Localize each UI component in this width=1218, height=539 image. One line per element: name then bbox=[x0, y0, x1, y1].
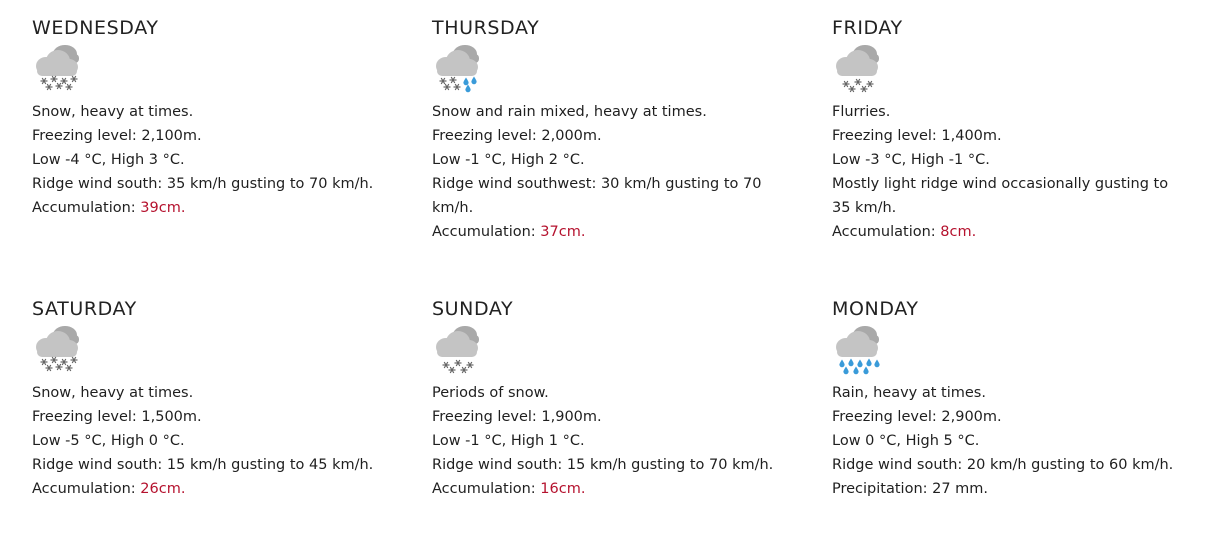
accumulation-value: 26cm. bbox=[140, 481, 186, 497]
day-card-thursday bbox=[432, 16, 792, 244]
ridge-wind: Ridge wind south: 15 km/h gusting to 70 km/h. bbox=[432, 457, 774, 473]
rain-icon bbox=[832, 325, 886, 375]
forecast-summary: Flurries. bbox=[832, 104, 891, 120]
snow-icon bbox=[32, 44, 86, 94]
freezing-level: Freezing level: 2,900m. bbox=[832, 409, 1002, 425]
accumulation-label: Accumulation: bbox=[832, 224, 941, 240]
freezing-level: Freezing level: 1,500m. bbox=[32, 409, 202, 425]
temperature-range: Low -5 °C, High 0 °C. bbox=[32, 433, 185, 449]
accumulation-label: Accumulation: bbox=[32, 481, 141, 497]
day-title: MONDAY bbox=[832, 298, 919, 320]
snow-icon bbox=[32, 325, 86, 375]
forecast-summary: Periods of snow. bbox=[432, 385, 549, 401]
forecast-summary: Snow and rain mixed, heavy at times. bbox=[432, 104, 707, 120]
freezing-level: Freezing level: 2,000m. bbox=[432, 128, 602, 144]
day-title: SUNDAY bbox=[432, 298, 514, 320]
day-card-friday bbox=[832, 16, 1184, 244]
flurries-icon bbox=[832, 44, 886, 94]
day-card-sunday bbox=[432, 297, 792, 501]
snow-rain-mix-icon bbox=[432, 44, 486, 94]
accumulation-label: Accumulation: bbox=[32, 200, 141, 216]
accumulation-value: 16cm. bbox=[540, 481, 586, 497]
accumulation-label: Accumulation: bbox=[432, 224, 541, 240]
day-card-saturday bbox=[32, 297, 392, 501]
day-title: WEDNESDAY bbox=[32, 17, 159, 39]
ridge-wind: Ridge wind south: 15 km/h gusting to 45 km/h. bbox=[32, 457, 374, 473]
ridge-wind: Ridge wind south: 20 km/h gusting to 60 km/h. bbox=[832, 457, 1174, 473]
day-card-monday bbox=[832, 297, 1184, 501]
freezing-level: Freezing level: 1,400m. bbox=[832, 128, 1002, 144]
forecast-summary: Snow, heavy at times. bbox=[32, 385, 194, 401]
freezing-level: Freezing level: 1,900m. bbox=[432, 409, 602, 425]
day-card-wednesday bbox=[32, 16, 392, 220]
accumulation bbox=[432, 220, 792, 244]
ridge-wind: Mostly light ridge wind occasionally gusting to 35 km/h. bbox=[832, 176, 1169, 216]
temperature-range: Low -3 °C, High -1 °C. bbox=[832, 152, 990, 168]
freezing-level: Freezing level: 2,100m. bbox=[32, 128, 202, 144]
accumulation-value: 37cm. bbox=[540, 224, 586, 240]
accumulation bbox=[32, 196, 392, 220]
temperature-range: Low -4 °C, High 3 °C. bbox=[32, 152, 185, 168]
precipitation-label: Precipitation: 27 mm. bbox=[832, 481, 989, 497]
accumulation-value: 39cm. bbox=[140, 200, 186, 216]
accumulation bbox=[432, 477, 792, 501]
day-title: FRIDAY bbox=[832, 17, 903, 39]
accumulation bbox=[32, 477, 392, 501]
temperature-range: Low -1 °C, High 1 °C. bbox=[432, 433, 585, 449]
temperature-range: Low 0 °C, High 5 °C. bbox=[832, 433, 980, 449]
forecast-summary: Snow, heavy at times. bbox=[32, 104, 194, 120]
precipitation bbox=[832, 477, 1184, 501]
accumulation-label: Accumulation: bbox=[432, 481, 541, 497]
day-title: SATURDAY bbox=[32, 298, 137, 320]
snow-icon bbox=[432, 325, 486, 375]
day-title: THURSDAY bbox=[432, 17, 540, 39]
ridge-wind: Ridge wind south: 35 km/h gusting to 70 km/h. bbox=[32, 176, 374, 192]
forecast-summary: Rain, heavy at times. bbox=[832, 385, 986, 401]
accumulation bbox=[832, 220, 1184, 244]
accumulation-value: 8cm. bbox=[940, 224, 977, 240]
ridge-wind: Ridge wind southwest: 30 km/h gusting to 70 km/h. bbox=[432, 176, 762, 216]
temperature-range: Low -1 °C, High 2 °C. bbox=[432, 152, 585, 168]
